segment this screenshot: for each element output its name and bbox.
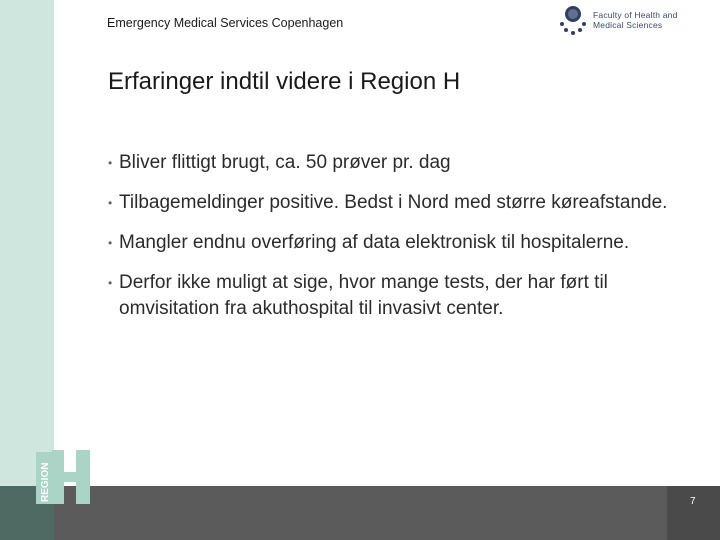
bullet-text: Bliver flittigt brugt, ca. 50 prøver pr. dag — [119, 152, 451, 173]
bullet-text: Derfor ikke muligt at sige, hvor mange tests, der har ført til omvisitation fra akuthospital til invasivt center. — [119, 272, 608, 319]
region-h-logo-icon — [36, 448, 92, 506]
bullet-item — [108, 230, 688, 256]
university-logo-line: Faculty of Health and — [593, 10, 678, 20]
bullet-text: Mangler endnu overføring af data elektronisk til hospitalerne. — [119, 232, 630, 253]
region-logo-text: REGION — [40, 462, 51, 502]
bullet-item — [108, 190, 688, 216]
university-logo-line: Medical Sciences — [593, 20, 663, 30]
page-number: 7 — [690, 496, 696, 507]
bullet-item — [108, 270, 688, 322]
footer-bar — [0, 486, 720, 540]
region-h-logo — [36, 448, 92, 506]
bullet-item — [108, 150, 688, 176]
bullet-marker: • — [108, 196, 113, 210]
page-number-box — [667, 486, 720, 540]
university-logo-text — [593, 10, 678, 30]
bullet-marker: • — [108, 276, 113, 290]
bullet-marker: • — [108, 236, 113, 250]
slide-title: Erfaringer indtil videre i Region H — [108, 68, 461, 95]
organization-header: Emergency Medical Services Copenhagen — [107, 16, 344, 30]
bullet-text: Tilbagemeldinger positive. Bedst i Nord med større køreafstande. — [119, 192, 668, 213]
bullet-marker: • — [108, 156, 113, 170]
bullet-list — [108, 150, 688, 336]
